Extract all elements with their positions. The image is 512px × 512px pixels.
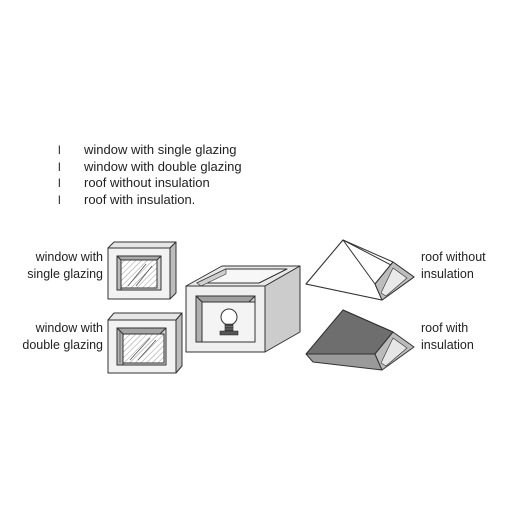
bullet-marker: l — [58, 159, 61, 174]
test-box — [186, 266, 300, 352]
double-glazing-window — [108, 313, 182, 373]
list-item-text: roof with insulation. — [84, 191, 196, 207]
light-bulb-icon — [220, 309, 238, 335]
bullet-marker: l — [58, 143, 61, 158]
list-item-text: roof without insulation — [84, 175, 210, 191]
single-glazing-window — [108, 242, 176, 299]
roof-with-insulation — [306, 310, 414, 370]
bullet-marker: l — [58, 192, 61, 207]
roof-without-insulation — [306, 240, 414, 300]
roof-without-insulation-label: roof without insulation — [421, 250, 486, 281]
roof-with-insulation-label: roof with insulation — [421, 321, 474, 352]
list-item-text: window with single glazing — [84, 142, 237, 158]
window-single-glazing-label: window with single glazing — [27, 250, 103, 281]
list-item-text: window with double glazing — [84, 158, 242, 174]
window-double-glazing-label: window with double glazing — [22, 321, 103, 352]
bullet-marker: l — [58, 176, 61, 191]
